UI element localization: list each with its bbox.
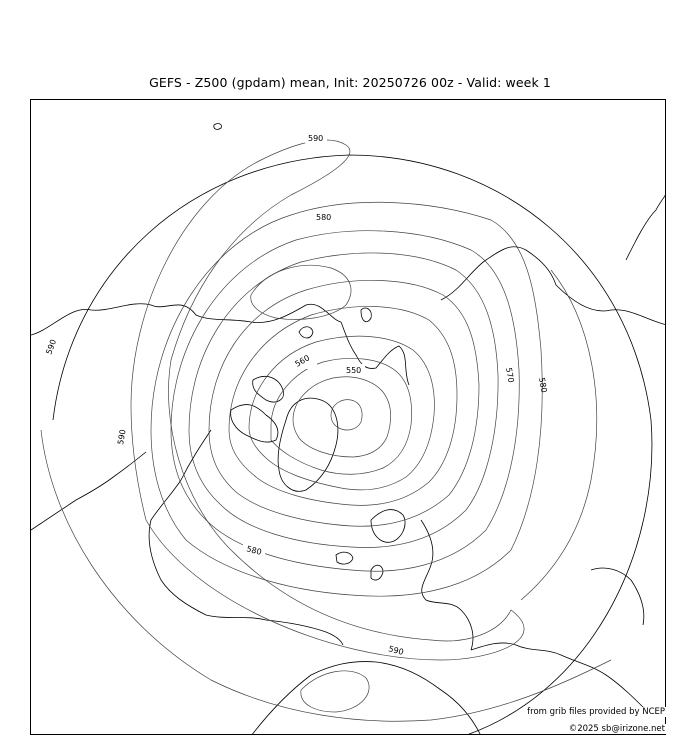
coast-arabia <box>591 568 644 625</box>
contour-555 <box>229 306 457 505</box>
contour-closed-low <box>251 265 351 319</box>
coast-scandinavia <box>341 322 409 385</box>
hemisphere-boundary <box>53 155 652 735</box>
label-580-top: 580 <box>316 213 332 222</box>
z500-map <box>31 100 666 735</box>
credit-copyright: ©2025 sb@irizone.net <box>568 724 665 734</box>
coast-alaska <box>31 452 146 530</box>
contour-540 <box>293 377 391 457</box>
coast-europe <box>421 520 473 650</box>
contour-590-right <box>521 270 597 600</box>
map-title: GEFS - Z500 (gpdam) mean, Init: 20250726 00z - Valid: week 1 <box>149 75 551 90</box>
map-panel <box>30 99 666 735</box>
label-550: 550 <box>346 366 362 375</box>
contour-590-lower <box>41 430 611 721</box>
coast-iceland <box>336 552 353 564</box>
coast-africa <box>251 662 481 735</box>
coast-eurasia-far-east <box>441 247 666 325</box>
coast-greenland <box>278 398 338 491</box>
coast-small-island-top <box>214 124 222 130</box>
label-590-left: 590 <box>44 338 59 356</box>
contour-labels <box>44 132 548 657</box>
coast-kamchatka <box>626 190 666 260</box>
label-580-right: 580 <box>537 376 549 394</box>
contour-590-south-blob <box>301 671 369 712</box>
label-590-top: 590 <box>308 134 324 143</box>
label-570-right: 570 <box>504 366 516 384</box>
coast-mediterranean <box>471 643 651 715</box>
coast-british-isles <box>371 565 383 580</box>
coast-novaya-zemlya <box>361 308 371 322</box>
coast-svalbard <box>299 327 313 338</box>
credit-source: from grib files provided by NCEP <box>527 707 665 717</box>
coastlines <box>31 124 666 735</box>
coast-hudson-bay <box>371 510 405 543</box>
label-580-bottom: 580 <box>245 544 263 557</box>
label-590-bottom: 590 <box>387 644 405 657</box>
contour-560 <box>209 280 479 526</box>
coast-baffin <box>253 376 284 402</box>
label-590-left2: 590 <box>116 428 128 446</box>
contour-550 <box>249 336 434 490</box>
coast-north-america <box>149 430 343 645</box>
label-560: 560 <box>293 353 312 369</box>
